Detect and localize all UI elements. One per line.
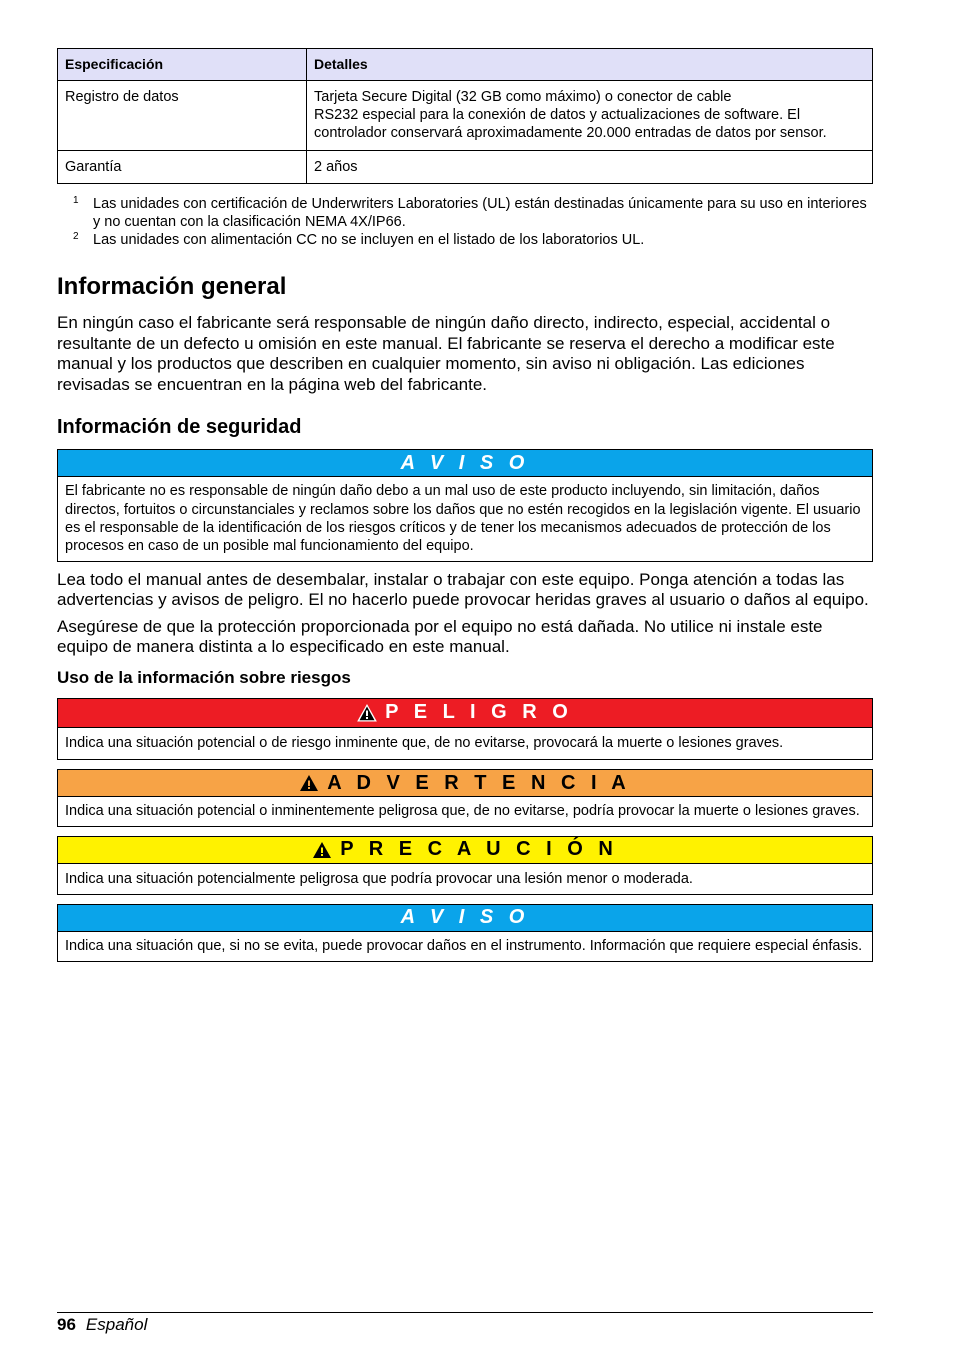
table-cell (307, 81, 873, 151)
paragraph: Lea todo el manual antes de desembalar, instalar o trabajar con este equipo. Ponga atención a todas las advertencias y avisos de peligro. El no hacerlo puede provocar heridas graves al usuario o daños al equipo. (57, 569, 869, 610)
notice-label: A V I S O (400, 906, 530, 929)
footnotes (57, 195, 873, 249)
paragraph: Asegúrese de que la protección proporcionada por el equipo no está dañada. No utilice ni instale este equipo de manera distinta a lo especificado en este manual. (57, 616, 823, 657)
table-row (58, 81, 873, 151)
caution-box (57, 836, 873, 895)
specifications-table (57, 48, 873, 184)
notice-text: Indica una situación que, si no se evita, puede provocar daños en el instrumento. Información que requiere especial énfasis. (65, 937, 863, 954)
caution-header (58, 837, 872, 864)
footnote-text: Las unidades con certificación de Underwriters Laboratories (UL) están destinadas únicamente para su uso en interiores y no cuentan con la clasificación NEMA 4X/IP66. (93, 196, 867, 230)
footnote-text: Las unidades con alimentación CC no se incluyen en el listado de los laboratorios UL. (93, 232, 645, 248)
warning-text: Indica una situación potencial o inminentemente peligrosa que, de no evitarse, podría provocar la muerte o lesiones graves. (65, 803, 860, 820)
warning-box (57, 769, 873, 826)
warning-triangle-icon (312, 841, 332, 859)
warning-label: A D V E R T E N C I A (327, 771, 631, 794)
caution-label: P R E C A U C I Ó N (340, 838, 618, 861)
danger-label: P E L I G R O (385, 701, 573, 724)
hazard-title: Uso de la información sobre riesgos (57, 667, 351, 687)
warning-triangle-icon (357, 704, 377, 722)
table-header-cell: Especificación (58, 49, 307, 81)
safety-title: Información de seguridad (57, 416, 302, 439)
page-number: 96 (57, 1315, 76, 1334)
table-row (58, 151, 873, 184)
table-cell: 2 años (307, 151, 873, 184)
danger-text: Indica una situación potencial o de riesgo inminente que, de no evitarse, provocará la muerte o lesiones graves. (65, 734, 784, 751)
footnote (57, 195, 873, 231)
footnote-mark: 2 (73, 231, 79, 242)
footnote (57, 231, 873, 249)
page-footer (57, 1312, 873, 1335)
table-cell-text: Tarjeta Secure Digital (32 GB como máximo) o conector de cable RS232 especial para la conexión de datos y actualizaciones de software. El controlador conservará aproximadamente 20.000 entradas de datos por sensor. (314, 89, 827, 141)
notice-header (58, 905, 872, 932)
danger-header (58, 699, 872, 728)
table-cell: Registro de datos (58, 81, 307, 151)
section-text: En ningún caso el fabricante será responsable de ningún daño directo, indirecto, especial, accidental o resultante de un defecto u omisión en este manual. El fabricante se reserva el derecho a modificar este manual y los productos que describen en cualquier momento, sin aviso ni obligación. Las ediciones revisadas se encuentran en la página web del fabricante. (57, 313, 835, 394)
table-cell: Garantía (58, 151, 307, 184)
footer-language: Español (85, 1315, 148, 1334)
section-title: Información general (57, 273, 287, 300)
table-header-row (58, 49, 873, 81)
notice-text: El fabricante no es responsable de ningún daño debo a un mal uso de este producto incluyendo, sin limitación, daños directos, fortuitos o circunstanciales y reclamos sobre los daños que no estén recogidos en la legislación vigente. El usuario es el responsable de la identificación de los riesgos críticos y de tener los mecanismos adecuados de protección de los procesos en caso de un posible mal funcionamiento del equipo. (65, 483, 861, 555)
page-content (57, 48, 873, 962)
notice-label: A V I S O (400, 451, 530, 474)
warning-triangle-icon (299, 774, 319, 792)
warning-header (58, 770, 872, 797)
notice-box (57, 904, 873, 962)
danger-box (57, 698, 873, 760)
notice-box (57, 449, 873, 561)
caution-text: Indica una situación potencialmente peligrosa que podría provocar una lesión menor o moderada. (65, 870, 693, 887)
footnote-mark: 1 (73, 195, 79, 206)
table-header-cell: Detalles (307, 49, 873, 81)
notice-header (58, 450, 872, 477)
